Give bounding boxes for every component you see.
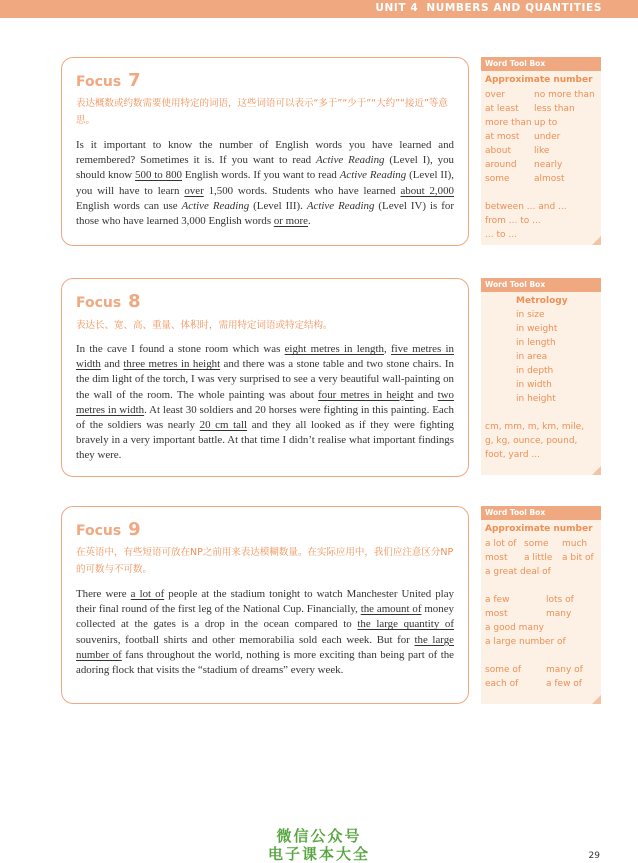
unit-title: UNIT 4 NUMBERS AND QUANTITIES: [375, 2, 602, 14]
underlined-phrase: the amount of: [360, 603, 422, 616]
underlined-phrase: three metres in height: [123, 358, 221, 371]
tool-word: a large number of: [485, 637, 566, 647]
tool-word: in weight: [516, 324, 558, 334]
focus-8-box: [61, 278, 469, 477]
passage-text: Is it important to know the number of English words you have learned and remembered? Sometimes it is. If you want to read: [76, 139, 454, 167]
tool-word: most: [485, 553, 508, 563]
header-bar: [0, 0, 638, 18]
tool-word: in area: [516, 352, 548, 362]
tool-word: more than: [485, 118, 532, 128]
tool-word: less than: [534, 104, 575, 114]
tool-word: some: [485, 174, 510, 184]
tool-box-title: Metrology: [516, 296, 568, 306]
tool-word: ... to ...: [485, 230, 517, 240]
passage-text: and: [100, 358, 124, 371]
tool-word: like: [534, 146, 550, 156]
underlined-phrase: four metres in height: [318, 388, 414, 401]
tool-word: a few: [485, 595, 510, 605]
watermark-line-1: 微信公众号: [276, 827, 362, 845]
focus-7-passage: [76, 138, 454, 229]
focus-9-title: Focus 9: [76, 519, 141, 540]
book-title: Active Reading: [339, 169, 407, 182]
tool-word: under: [534, 132, 561, 142]
page-corner-icon: [592, 695, 601, 704]
tool-word: at most: [485, 132, 520, 142]
focus-7-box: [61, 57, 469, 246]
tool-word: in length: [516, 338, 556, 348]
tool-word: about: [485, 146, 511, 156]
tool-word: in size: [516, 310, 545, 320]
book-title: Active Reading: [306, 199, 375, 212]
tool-word: over: [485, 90, 506, 100]
tool-word: many: [546, 609, 572, 619]
tool-box-header: Word Tool Box: [481, 278, 601, 292]
underlined-phrase: two metres in width: [76, 388, 454, 416]
tool-word: nearly: [534, 160, 563, 170]
underlined-phrase: about 2,000: [400, 184, 454, 197]
page-corner-icon: [592, 466, 601, 475]
page-number: 29: [588, 851, 600, 861]
book-title: Active Reading: [316, 154, 385, 167]
tool-word: much: [562, 539, 588, 549]
tool-word: a few of: [546, 679, 582, 689]
word-tool-box-2: [481, 278, 601, 475]
tool-box-title: Approximate number: [485, 524, 593, 534]
tool-box-header: Word Tool Box: [481, 57, 601, 71]
passage-text: In the cave I found a stone room which was: [76, 343, 285, 355]
tool-word: lots of: [546, 595, 574, 605]
passage-text: .: [307, 215, 311, 228]
tool-word: some of: [485, 665, 522, 675]
passage-text: (Level II), you will have to learn: [76, 169, 455, 197]
tool-box-title: Approximate number: [485, 75, 593, 85]
passage-text: souvenirs, football shirts and other memorabilia sold each week. But for: [76, 633, 415, 646]
word-tool-box-3: [481, 506, 601, 704]
passage-text: people at the stadium tonight to watch Manchester United play their final round of the first leg of the National Cup. Financially,: [76, 588, 454, 616]
passage-text: English words can use: [76, 199, 182, 212]
passage-text: There were: [76, 588, 131, 600]
tool-word: in depth: [516, 366, 554, 376]
focus-9-box: [61, 506, 469, 704]
tool-box-header: Word Tool Box: [481, 506, 601, 520]
tool-word: foot, yard ...: [485, 450, 540, 460]
passage-text: (Level I), you should know: [76, 154, 454, 182]
tool-word: each of: [485, 679, 519, 689]
passage-text: English words. If you want to read: [182, 169, 340, 182]
underlined-phrase: the large quantity of: [357, 618, 455, 631]
tool-word: around: [485, 160, 517, 170]
watermark-line-2: 电子课本大全: [267, 845, 370, 863]
underlined-phrase: the large number of: [76, 633, 454, 661]
tool-word: a great deal of: [485, 567, 551, 577]
passage-text: 1,500 words. Students who have learned: [203, 184, 401, 197]
passage-text: (Level III).: [249, 199, 307, 212]
tool-word: many of: [546, 665, 583, 675]
underlined-phrase: five metres in width: [76, 343, 454, 371]
tool-word: in width: [516, 380, 552, 390]
tool-word: g, kg, ounce, pound,: [485, 436, 578, 446]
focus-7-title: Focus 7: [76, 70, 141, 91]
tool-word: almost: [534, 174, 565, 184]
tool-word: a lot of: [485, 539, 517, 549]
focus-7-instruction: 表达概数或约数需要使用特定的词语，这些词语可以表示“多于”“少于”“大约”“接近”等意思。: [76, 98, 448, 126]
underlined-phrase: over: [184, 184, 204, 197]
tool-word: no more than: [534, 90, 595, 100]
tool-word: some: [524, 539, 549, 549]
focus-8-passage: [76, 342, 454, 464]
tool-word: between ... and ...: [485, 202, 567, 212]
focus-8-title: Focus 8: [76, 291, 141, 312]
focus-9-instruction: 在英语中，有些短语可放在NP之前用来表达模糊数量。在实际应用中，我们应注意区分NP的可数与不可数。: [76, 547, 454, 575]
passage-text: and they all looked as if they were fighting bravely in a very important battle. At that time I didn’t realise what important findings they were.: [76, 419, 454, 462]
passage-text: fans throughout the world, nothing is more exciting than being part of the adoring flock that visits the “stadium of dreams” every week.: [76, 648, 455, 677]
passage-text: and there was a stone table and two stone chairs. In the dim light of the torch, I was very surprised to see a very beautiful wall-painting on the wall of the room. The whole painting was about: [76, 358, 454, 401]
passage-text: ,: [383, 343, 391, 355]
tool-word: from ... to ...: [485, 216, 541, 226]
word-tool-box-1: [481, 57, 601, 245]
book-title: Active Reading: [181, 199, 250, 212]
focus-8-instruction: 表达长、宽、高、重量、体积时，需用特定词语或特定结构。: [76, 320, 333, 331]
passage-text: and: [413, 388, 438, 401]
tool-word: most: [485, 609, 508, 619]
tool-word: a bit of: [562, 553, 594, 563]
focus-9-passage: [76, 587, 454, 678]
underlined-phrase: or more: [273, 215, 308, 228]
underlined-phrase: a lot of: [130, 588, 165, 600]
underlined-phrase: 20 cm tall: [199, 419, 248, 432]
tool-word: at least: [485, 104, 519, 114]
passage-text: (Level IV) is for those who have learned 3,000 English words: [76, 199, 454, 228]
passage-text: money collected at the gates is a drop in the ocean compared to: [76, 603, 454, 631]
tool-word: in height: [516, 394, 556, 404]
passage-text: . At least 30 soldiers and 20 horses were fighting in this painting. Each of the soldiers was nearly: [76, 403, 454, 432]
page-corner-icon: [592, 236, 601, 245]
tool-word: up to: [534, 118, 558, 128]
underlined-phrase: eight metres in length: [284, 343, 384, 355]
tool-word: a little: [524, 553, 553, 563]
tool-word: cm, mm, m, km, mile,: [485, 422, 585, 432]
tool-word: a good many: [485, 623, 544, 633]
underlined-phrase: 500 to 800: [135, 169, 182, 182]
